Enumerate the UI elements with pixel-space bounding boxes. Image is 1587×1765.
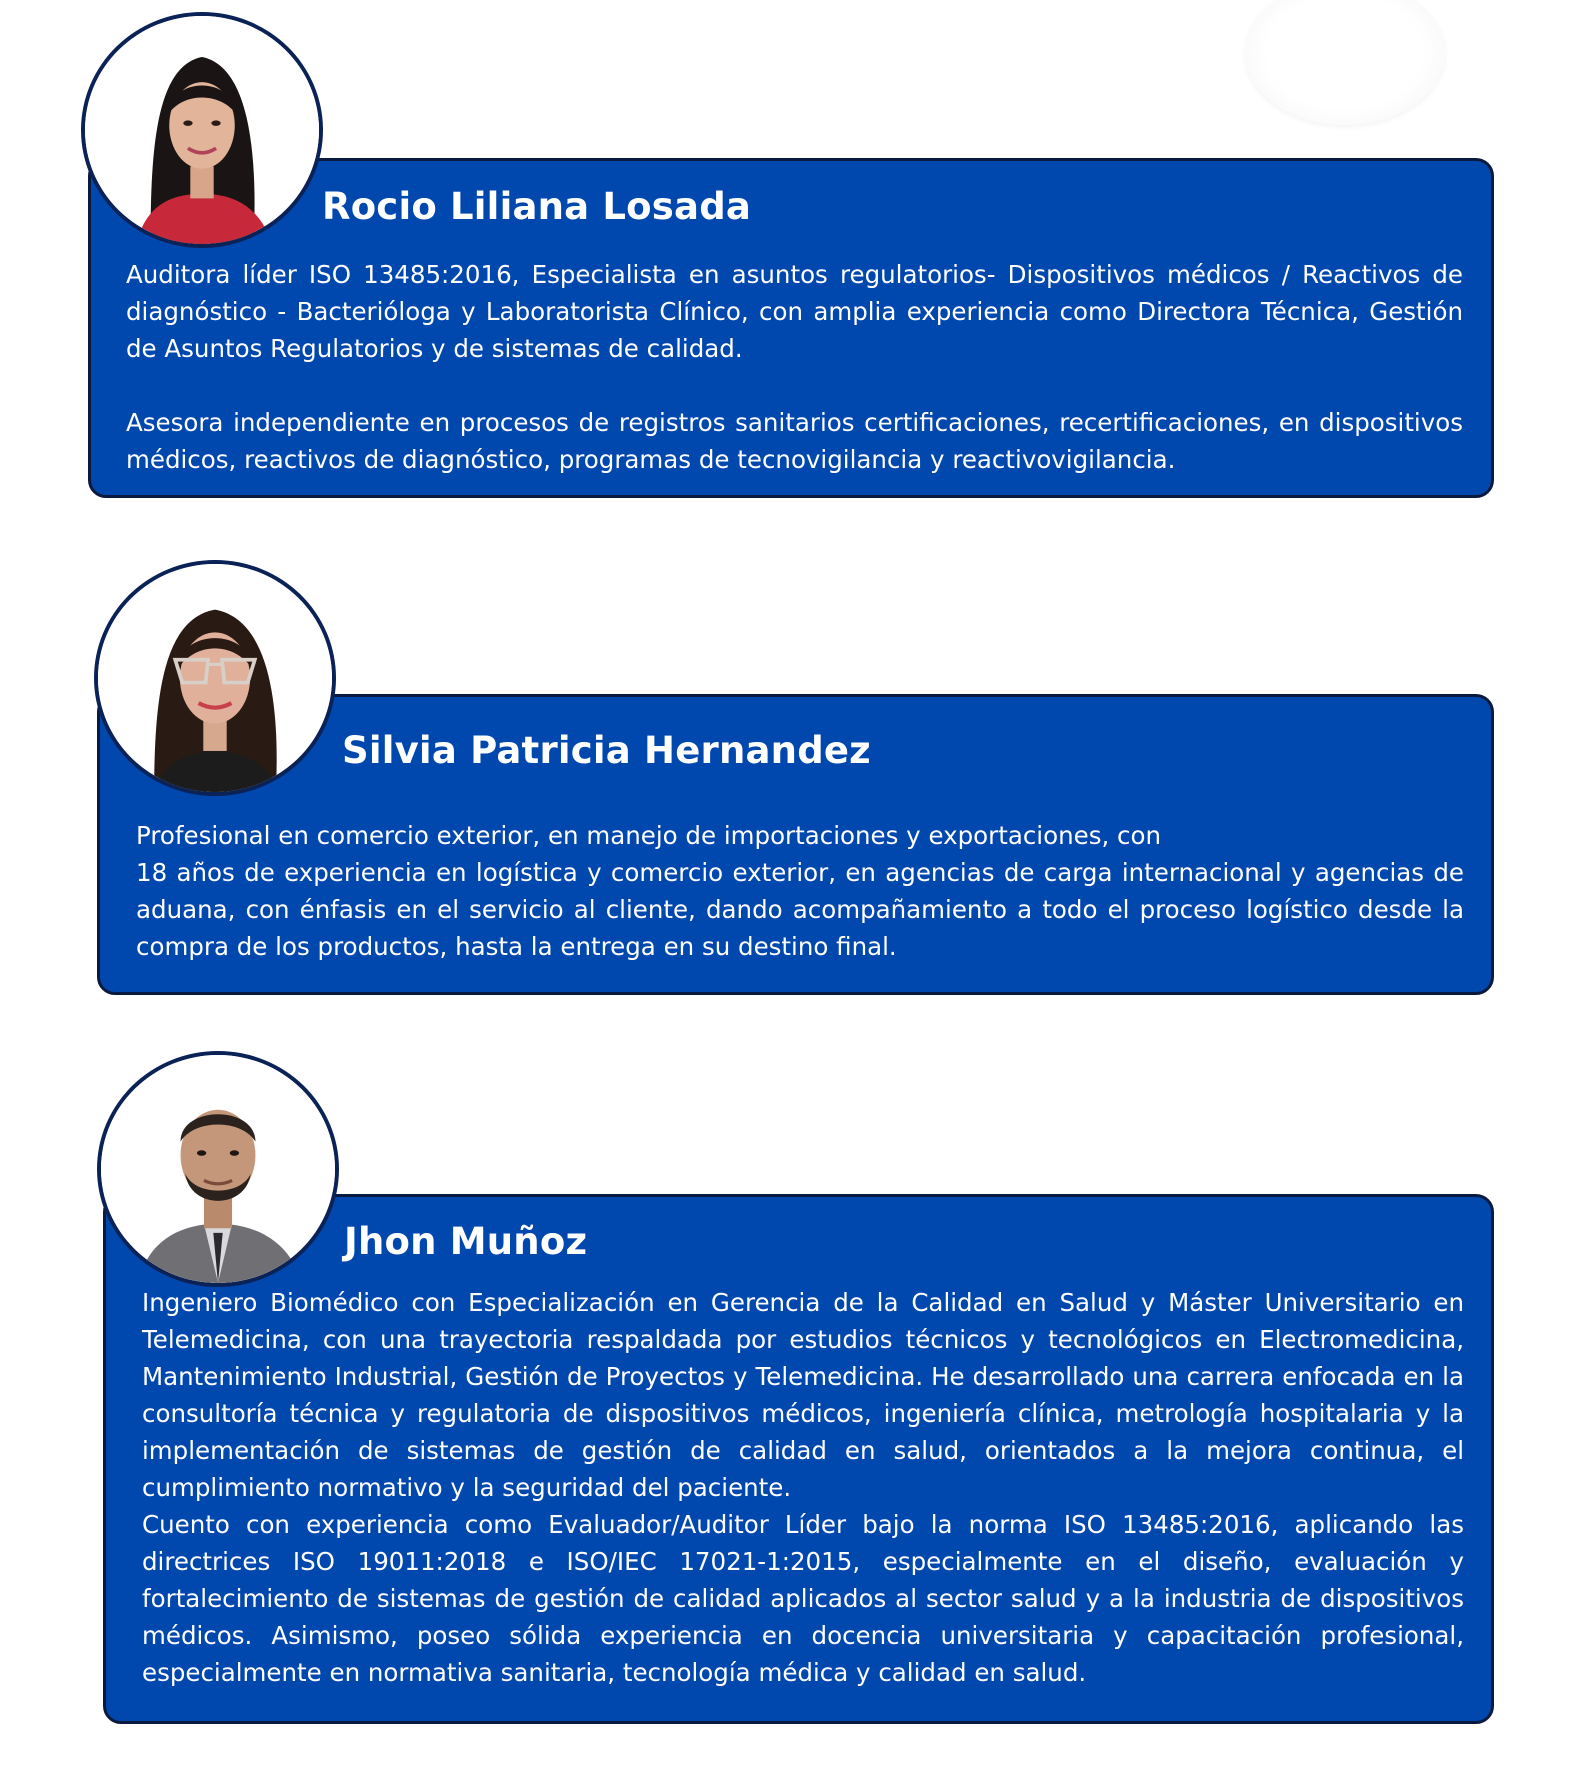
avatar-silvia	[94, 560, 336, 796]
profile-description	[142, 1284, 1464, 1691]
profile-paragraph: 18 años de experiencia en logística y comercio exterior, en agencias de carga internacional y agencias de aduana, con énfasis en el servicio al cliente, dando acompañamiento a todo el proceso logístico desde la compra de los productos, hasta la entrega en su destino final.	[136, 858, 1464, 961]
profile-paragraph: Asesora independiente en procesos de registros sanitarios certificaciones, recertificaciones, en dispositivos médicos, reactivos de diagnóstico, programas de tecnovigilancia y reactivovigilancia.	[126, 408, 1463, 474]
profile-description	[126, 256, 1463, 478]
profile-paragraph: Ingeniero Biomédico con Especialización en Gerencia de la Calidad en Salud y Máster Universitario en Telemedicina, con una trayectoria respaldada por estudios técnicos y tecnológicos en Electromedicina, Mantenimiento Industrial, Gestión de Proyectos y Telemedicina. He desarrollado una carrera enfocada en la consultoría técnica y regulatoria de dispositivos médicos, ingeniería clínica, metrología hospitalaria y la implementación de sistemas de gestión de calidad en salud, orientados a la mejora continua, el cumplimiento normativo y la seguridad del paciente.	[142, 1288, 1464, 1502]
avatar-jhon	[97, 1051, 339, 1287]
profile-paragraph: Auditora líder ISO 13485:2016, Especialista en asuntos regulatorios- Dispositivos médicos / Reactivos de diagnóstico - Bacterióloga y Laboratorista Clínico, con amplia experiencia como Directora Técnica, Gestión de Asuntos Regulatorios y de sistemas de calidad.	[126, 260, 1463, 363]
profile-description	[136, 817, 1464, 965]
avatar-rocio	[81, 12, 323, 248]
profile-name: Silvia Patricia Hernandez	[342, 729, 871, 772]
profile-card-jhon	[103, 1194, 1494, 1724]
profile-name: Rocio Liliana Losada	[322, 185, 752, 228]
portrait-woman-glasses-icon	[98, 564, 332, 792]
profile-name: Jhon Muñoz	[344, 1220, 588, 1263]
profile-card-rocio	[88, 158, 1494, 498]
profile-paragraph: Cuento con experiencia como Evaluador/Auditor Líder bajo la norma ISO 13485:2016, aplicando las directrices ISO 19011:2018 e ISO/IEC 17021-1:2015, especialmente en el diseño, evaluación y fortalecimiento de sistemas de gestión de calidad aplicados al sector salud y a la industria de dispositivos médicos. Asimismo, poseo sólida experiencia en docencia universitaria y capacitación profesional, especialmente en normativa sanitaria, tecnología médica y calidad en salud.	[142, 1510, 1464, 1687]
portrait-man-icon	[101, 1055, 335, 1283]
decorative-circle	[1245, 0, 1445, 125]
profile-paragraph: Profesional en comercio exterior, en manejo de importaciones y exportaciones, con	[136, 821, 1162, 850]
portrait-woman-icon	[85, 16, 319, 244]
